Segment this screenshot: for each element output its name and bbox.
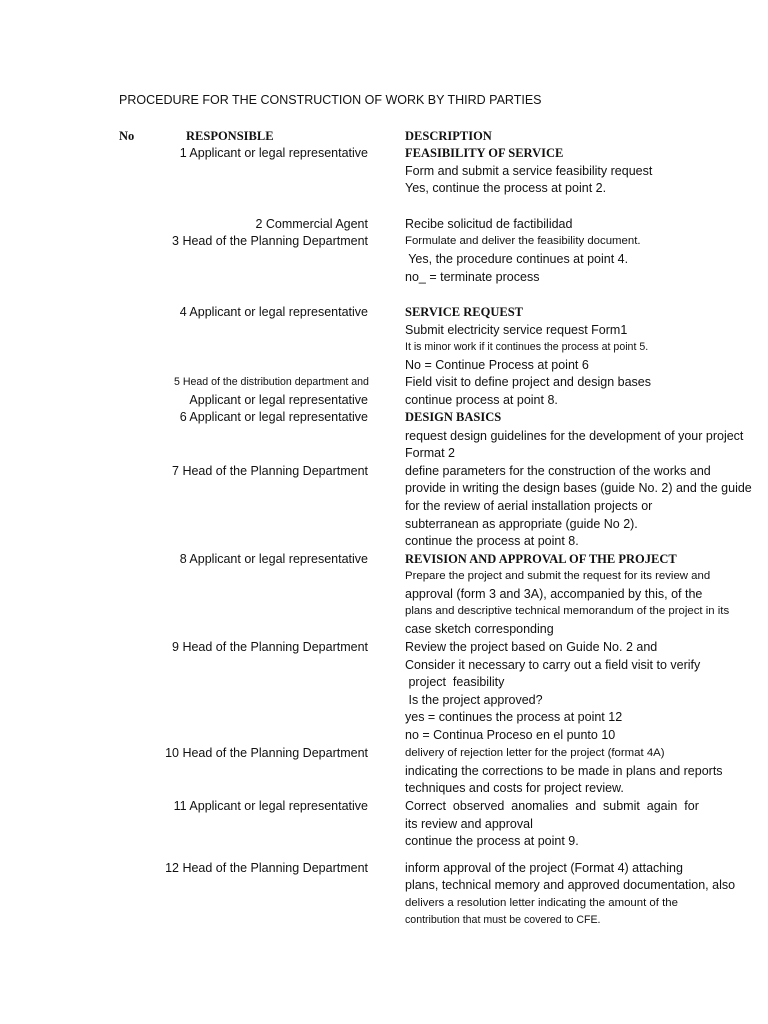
responsible-step-7: 7 Head of the Planning Department [172,464,368,478]
description-line: Format 2 [405,446,456,460]
description-line: Review the project based on Guide No. 2 and [405,640,658,654]
responsible-step-2: 2 Commercial Agent [255,217,368,231]
description-line: plans and descriptive technical memorandum of the project in its [405,605,730,617]
description-line: inform approval of the project (Format 4) attaching [405,861,683,875]
description-line: Yes, the procedure continues at point 4. [405,252,629,266]
responsible-step-8: 8 Applicant or legal representative [179,552,368,566]
description-line: for the review of aerial installation projects or [405,499,653,513]
description-line: no = Continua Proceso en el punto 10 [405,728,616,742]
description-line: yes = continues the process at point 12 [405,710,623,724]
description-line: case sketch corresponding [405,622,554,636]
responsible-step-1: 1 Applicant or legal representative [179,146,368,160]
responsible-step-5: 5 Head of the distribution department and [174,376,369,388]
section-heading-revision-approval: REVISION AND APPROVAL OF THE PROJECT [405,552,677,566]
responsible-step-9: 9 Head of the Planning Department [172,640,368,654]
responsible-step-10: 10 Head of the Planning Department [165,746,368,760]
responsible-step-5-cont: Applicant or legal representative [189,393,368,407]
section-heading-feasibility: FEASIBILITY OF SERVICE [405,146,564,160]
description-line: Is the project approved? [405,693,543,707]
description-line: contribution that must be covered to CFE. [405,914,601,926]
description-line: Consider it necessary to carry out a field visit to verify [405,658,701,672]
responsible-step-6: 6 Applicant or legal representative [179,410,368,424]
responsible-step-12: 12 Head of the Planning Department [165,861,368,875]
description-line: Correct observed anomalies and submit again for [405,799,699,813]
responsible-step-4: 4 Applicant or legal representative [179,305,368,319]
description-line: Form and submit a service feasibility request [405,164,653,178]
description-line: no_ = terminate process [405,270,540,284]
responsible-step-11: 11 Applicant or legal representative [173,799,368,813]
description-line: approval (form 3 and 3A), accompanied by this, of the [405,587,703,601]
description-line: subterranean as appropriate (guide No 2). [405,517,638,531]
description-line: continue the process at point 8. [405,534,579,548]
section-heading-design-basics: DESIGN BASICS [405,410,502,424]
description-line: Recibe solicitud de factibilidad [405,217,573,231]
description-line: delivers a resolution letter indicating the amount of the [405,897,678,909]
description-line: continue the process at point 9. [405,834,579,848]
column-header-no: No [119,129,135,143]
description-line: It is minor work if it continues the process at point 5. [405,341,649,353]
description-line: request design guidelines for the development of your project [405,429,744,443]
description-line: indicating the corrections to be made in plans and reports [405,764,723,778]
description-line: continue process at point 8. [405,393,558,407]
description-line: its review and approval [405,817,533,831]
description-line: project feasibility [405,675,505,689]
column-header-responsible: RESPONSIBLE [186,129,274,143]
description-line: Yes, continue the process at point 2. [405,181,607,195]
description-line: Formulate and deliver the feasibility document. [405,235,641,247]
description-line: delivery of rejection letter for the project (format 4A) [405,747,665,759]
description-line: provide in writing the design bases (guide No. 2) and the guide [405,481,752,495]
description-line: No = Continue Process at point 6 [405,358,589,372]
description-line: techniques and costs for project review. [405,781,624,795]
responsible-step-3: 3 Head of the Planning Department [172,234,368,248]
section-heading-service-request: SERVICE REQUEST [405,305,523,319]
description-line: Submit electricity service request Form1 [405,323,628,337]
document-title: PROCEDURE FOR THE CONSTRUCTION OF WORK BY THIRD PARTIES [119,93,542,107]
description-line: define parameters for the construction of the works and [405,464,711,478]
description-line: plans, technical memory and approved documentation, also [405,878,736,892]
column-header-description: DESCRIPTION [405,129,492,143]
description-line: Field visit to define project and design bases [405,375,651,389]
description-line: Prepare the project and submit the request for its review and [405,570,711,582]
